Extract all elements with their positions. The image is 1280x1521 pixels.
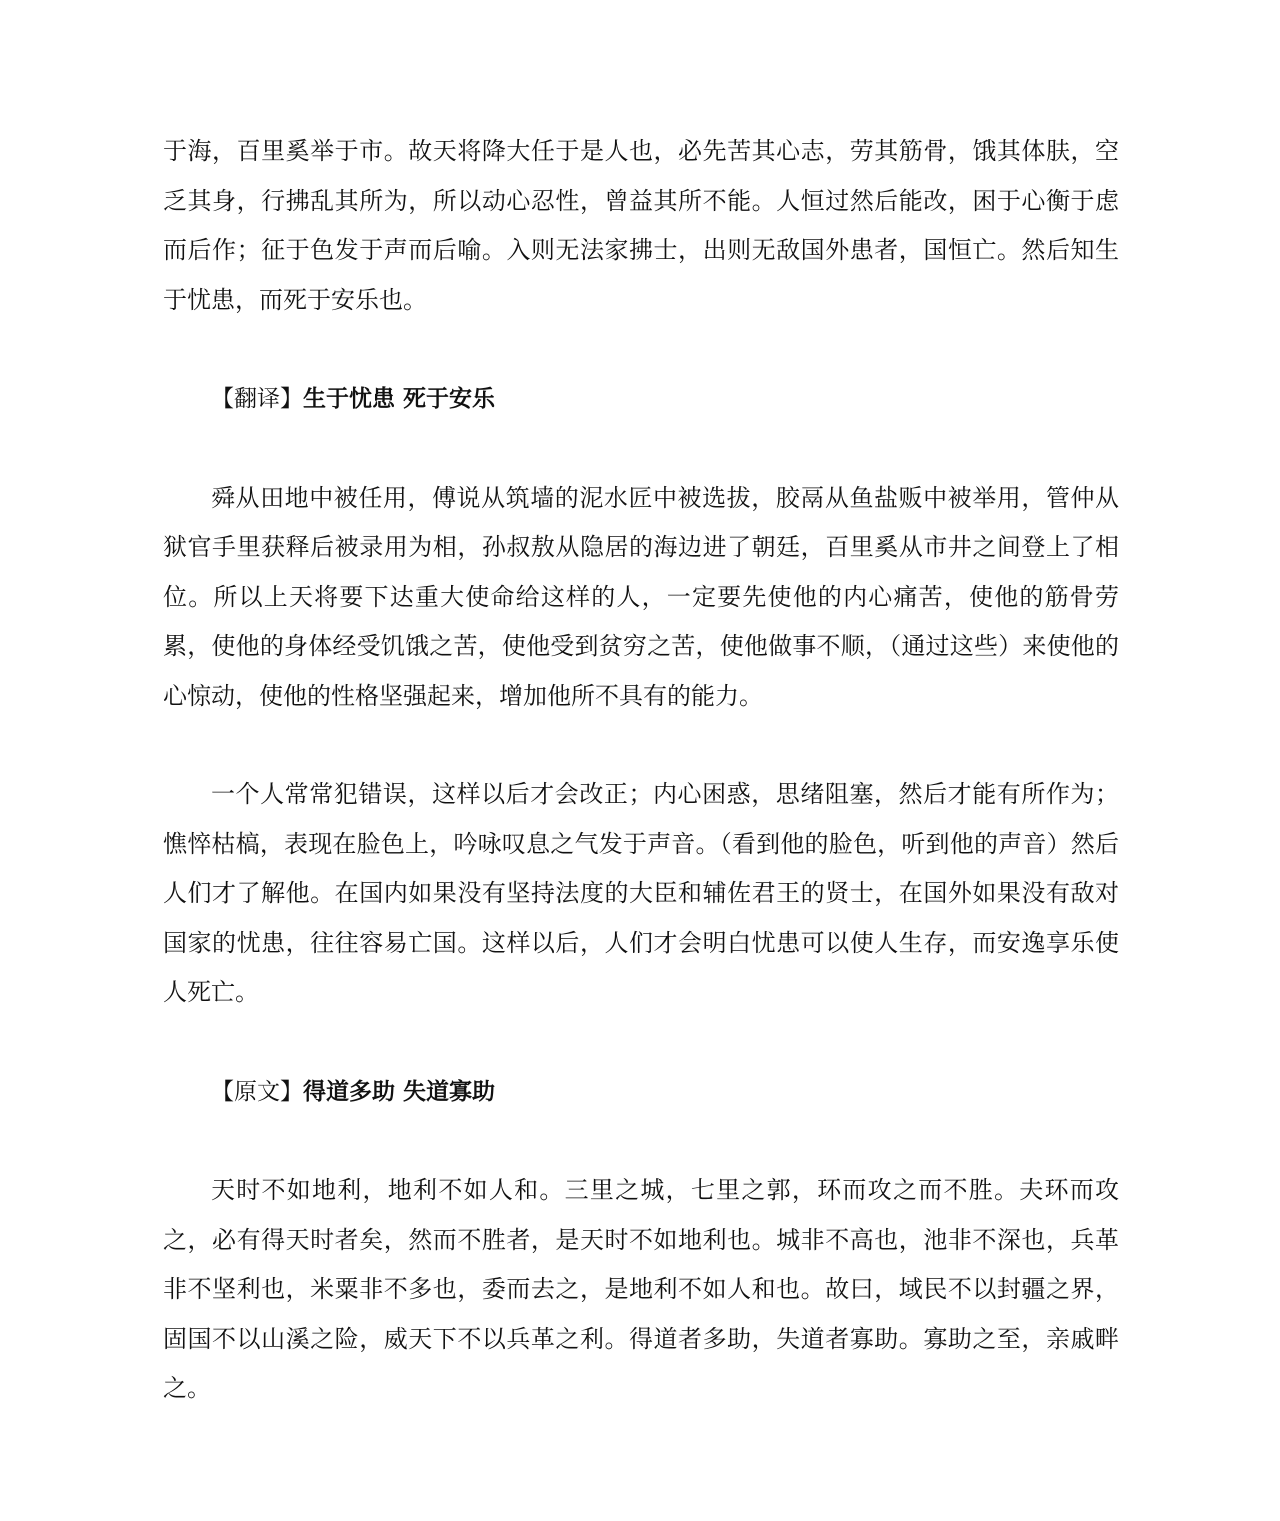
section-heading-translation [163, 375, 1119, 425]
spacer [163, 1018, 1119, 1068]
spacer [163, 1117, 1119, 1166]
heading-title: 生于忧患 死于安乐 [303, 386, 496, 412]
heading-title: 得道多助 失道寡助 [303, 1078, 496, 1105]
paragraph-translation-1: 舜从田地中被任用，傅说从筑墙的泥水匠中被选拔，胶鬲从鱼盐贩中被举用，管仲从狱官手里获释后被录用为相，孙叔敖从隐居的海边进了朝廷，百里奚从市井之间登上了相位。所以上天将要下达重大使命给这样的人，一定要先使他的内心痛苦，使他的筋骨劳累，使他的身体经受饥饿之苦，使他受到贫穷之苦，使他做事不顺，（通过这些）来使他的心惊动，使他的性格坚强起来，增加他所不具有的能力。 [163, 483, 1119, 710]
paragraph-translation-2: 一个人常常犯错误，这样以后才会改正；内心困惑，思绪阻塞，然后才能有所作为；憔悴枯槁，表现在脸色上，吟咏叹息之气发于声音。（看到他的脸色，听到他的声音）然后人们才了解他。在国内如果没有坚持法度的大臣和辅佐君王的贤士，在国外如果没有敌对国家的忧患，往往容易亡国。这样以后，人们才会明白忧患可以使人生存，而安逸享乐使人死亡。 [163, 780, 1119, 1006]
paragraph-original-2: 天时不如地利，地利不如人和。三里之城，七里之郭，环而攻之而不胜。夫环而攻之，必有得天时者矣，然而不胜者，是天时不如地利也。城非不高也，池非不深也，兵革非不坚利也，米粟非不多也，委而去之，是地利不如人和也。故曰，域民不以封疆之界，固国不以山溪之险，威天下不以兵革之利。得道者多助，失道者寡助。寡助之至，亲戚畔之。 [163, 1176, 1119, 1402]
heading-bracket-label: 【翻译】 [211, 386, 303, 412]
document-page [163, 127, 1119, 1414]
paragraph-original-continued: 于海，百里奚举于市。故天将降大任于是人也，必先苦其心志，劳其筋骨，饿其体肤，空乏其身，行拂乱其所为，所以动心忍性，曾益其所不能。人恒过然后能改，困于心衡于虑而后作；征于色发于声而后喻。入则无法家拂士，出则无敌国外患者，国恒亡。然后知生于忧患，而死于安乐也。 [163, 137, 1119, 314]
spacer [163, 721, 1119, 770]
section-heading-original [163, 1068, 1119, 1118]
spacer [163, 425, 1119, 474]
heading-bracket-label: 【原文】 [211, 1078, 303, 1105]
spacer [163, 325, 1119, 375]
